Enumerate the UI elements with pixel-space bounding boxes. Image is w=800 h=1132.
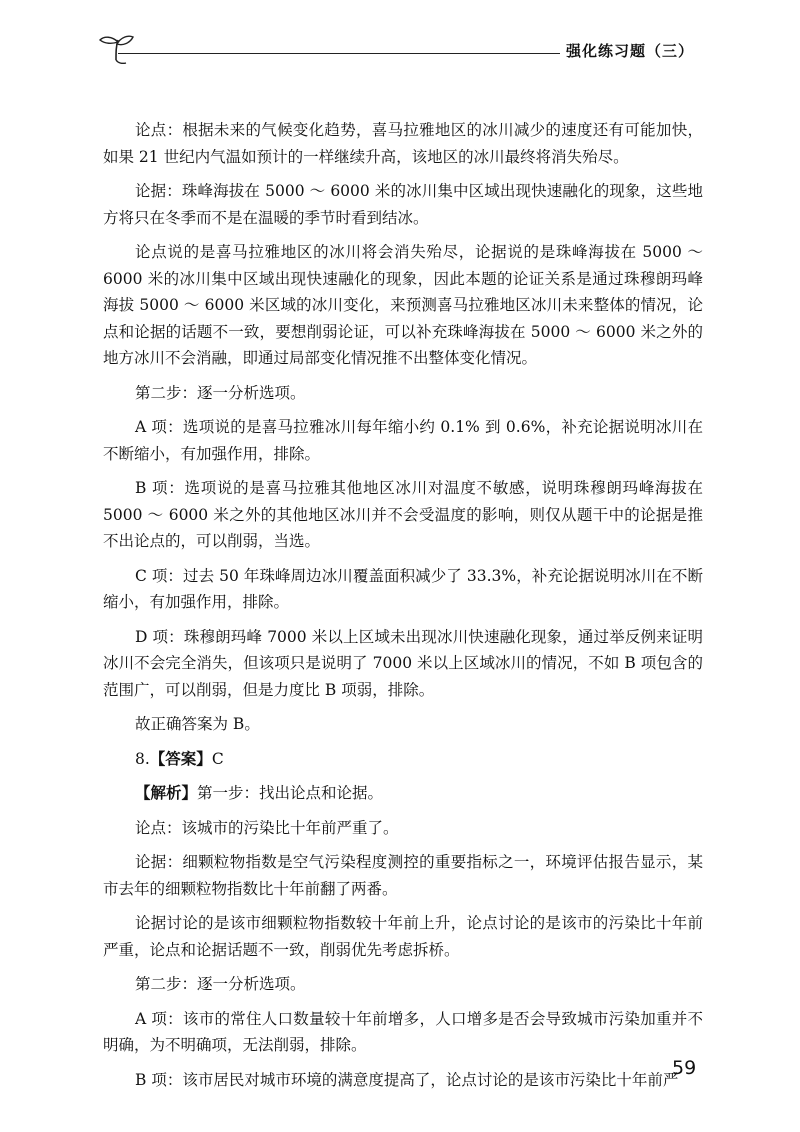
page-body (103, 117, 703, 1101)
paragraph: 论据：珠峰海拔在 5000 ～ 6000 米的冰川集中区域出现快速融化的现象，这些地方将只在冬季而不是在温暖的季节时看到结冰。 (103, 182, 703, 227)
answer-value: C (211, 749, 224, 768)
paragraph: A 项：该市的常住人口数量较十年前增多，人口增多是否会导致城市污染加重并不明确，为不明确项，无法削弱，排除。 (103, 1009, 703, 1054)
header-rule (118, 53, 560, 54)
analysis-text: 第一步：找出论点和论据。 (197, 784, 384, 802)
paragraph: C 项：过去 50 年珠峰周边冰川覆盖面积减少了 33.3%，补充论据说明冰川在不断缩小，有加强作用，排除。 (103, 566, 703, 611)
answer-line (103, 746, 703, 773)
paragraph: B 项：选项说的是喜马拉雅其他地区冰川对温度不敏感，说明珠穆朗玛峰海拔在 5000 ～ 6000 米之外的其他地区冰川并不会受温度的影响，则仅从题干中的论据是推不出论点的，可以削弱，当选。 (103, 479, 703, 550)
paragraph: B 项：该市居民对城市环境的满意度提高了，论点讨论的是该市污染比十年前严 (135, 1070, 679, 1089)
paragraph: 故正确答案为 B。 (135, 715, 260, 733)
paragraph: 论点说的是喜马拉雅地区的冰川将会消失殆尽，论据说的是珠峰海拔在 5000 ～ 6000 米的冰川集中区域出现快速融化的现象，因此本题的论证关系是通过珠穆朗玛峰海拔 5000 ～ 6000 米区域的冰川变化，来预测喜马拉雅地区冰川未来整体的情况，论点和论据的话题不一致，要想削弱论证，可以补充珠峰海拔在 5000 ～ 6000 米之外的地方冰川不会消融，即通过局部变化情况推不出整体变化情况。 (103, 243, 703, 367)
paragraph: 论据讨论的是该市细颗粒物指数较十年前上升，论点讨论的是该市的污染比十年前严重，论点和论据话题不一致，削弱优先考虑拆桥。 (103, 914, 703, 959)
paragraph: 论点：根据未来的气候变化趋势，喜马拉雅地区的冰川减少的速度还有可能加快，如果 21 世纪内气温如预计的一样继续升高，该地区的冰川最终将消失殆尽。 (103, 121, 703, 166)
header-title: 强化练习题（三） (566, 42, 695, 60)
paragraph: 第二步：逐一分析选项。 (135, 383, 306, 402)
paragraph: 论据：细颗粒物指数是空气污染程度测控的重要指标之一，环境评估报告显示，某市去年的细颗粒物指数比十年前翻了两番。 (103, 853, 703, 898)
paragraph: D 项：珠穆朗玛峰 7000 米以上区域未出现冰川快速融化现象，通过举反例来证明冰川不会完全消失，但该项只是说明了 7000 米以上区域冰川的情况，不如 B 项包含的范围广，可以削弱，但是力度比 B 项弱，排除。 (103, 627, 703, 699)
analysis-line (103, 780, 703, 807)
paragraph: 论点：该城市的污染比十年前严重了。 (135, 818, 399, 837)
running-header (0, 0, 800, 70)
question-number: 8. (135, 749, 150, 768)
analysis-label: 【解析】 (135, 783, 198, 802)
answer-label: 【答案】 (149, 748, 212, 768)
page-number: 59 (672, 1057, 697, 1079)
paragraph: 第二步：逐一分析选项。 (135, 975, 306, 993)
paragraph: A 项：选项说的是喜马拉雅冰川每年缩小约 0.1% 到 0.6%，补充论据说明冰川在不断缩小，有加强作用，排除。 (103, 418, 703, 463)
sprout-icon (96, 30, 136, 64)
